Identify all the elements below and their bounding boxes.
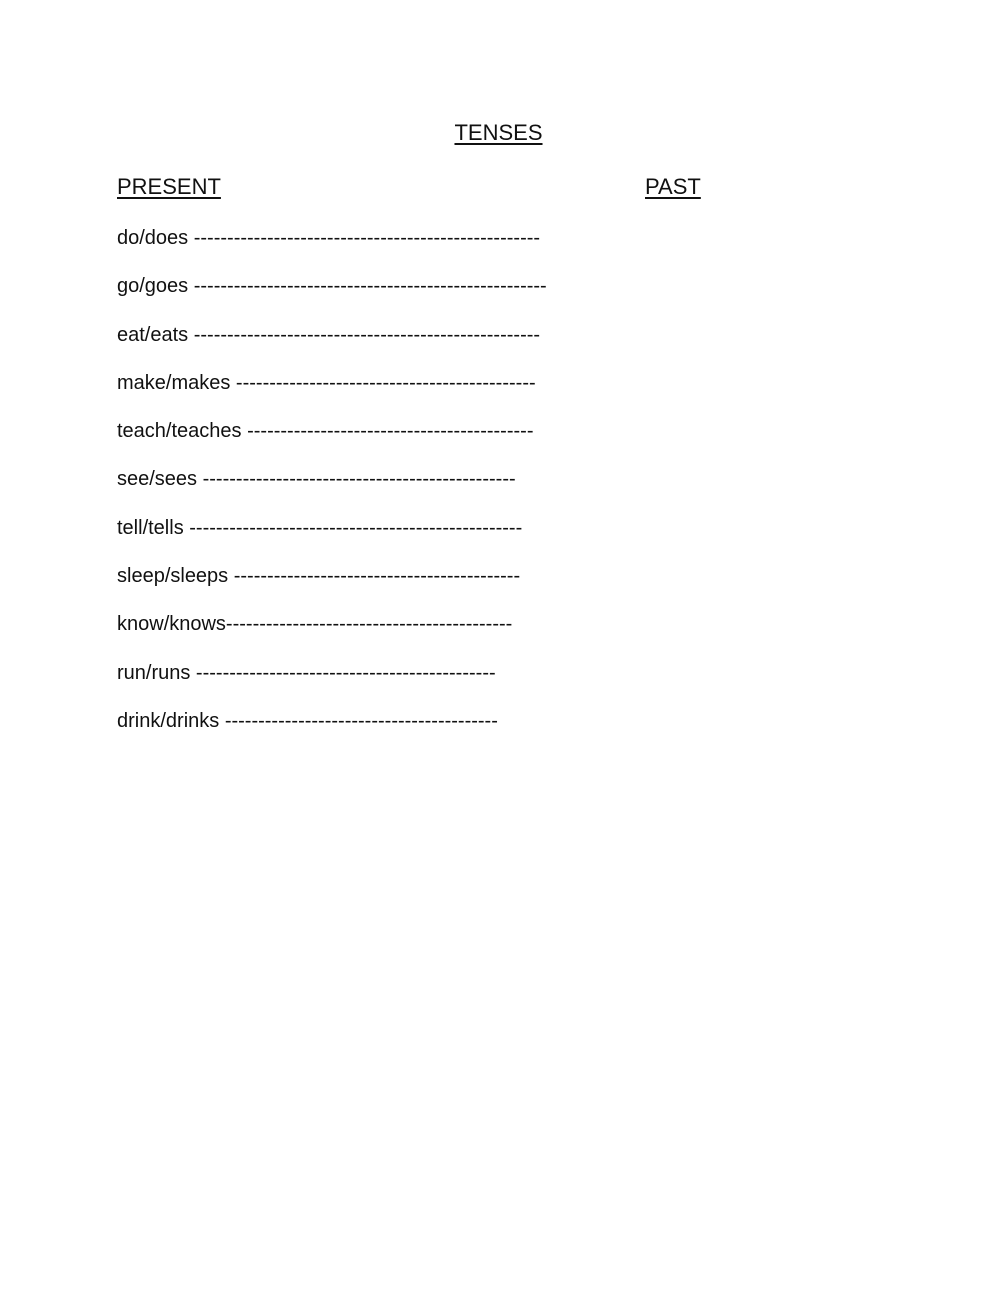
page-title: TENSES [454,120,543,145]
verb-row: see/sees ----------------------------------------------- [117,468,516,491]
past-column-header: PAST [645,174,701,199]
verb-row: teach/teaches ------------------------------------------- [117,420,534,443]
verb-row: drink/drinks ----------------------------------------- [117,709,498,732]
verb-row: know/knows------------------------------------------- [117,613,513,636]
verb-row: eat/eats ---------------------------------------------------- [117,323,541,346]
verb-row: tell/tells -------------------------------------------------- [117,516,523,539]
verb-row: run/runs --------------------------------------------- [117,661,496,684]
verb-row: make/makes --------------------------------------------- [117,371,536,394]
present-column-header: PRESENT [117,174,221,199]
verb-row: go/goes ----------------------------------------------------- [117,275,547,298]
verb-row: sleep/sleeps ------------------------------------------- [117,565,521,588]
verb-row: do/does ---------------------------------------------------- [117,227,541,249]
verb-list [117,226,547,757]
